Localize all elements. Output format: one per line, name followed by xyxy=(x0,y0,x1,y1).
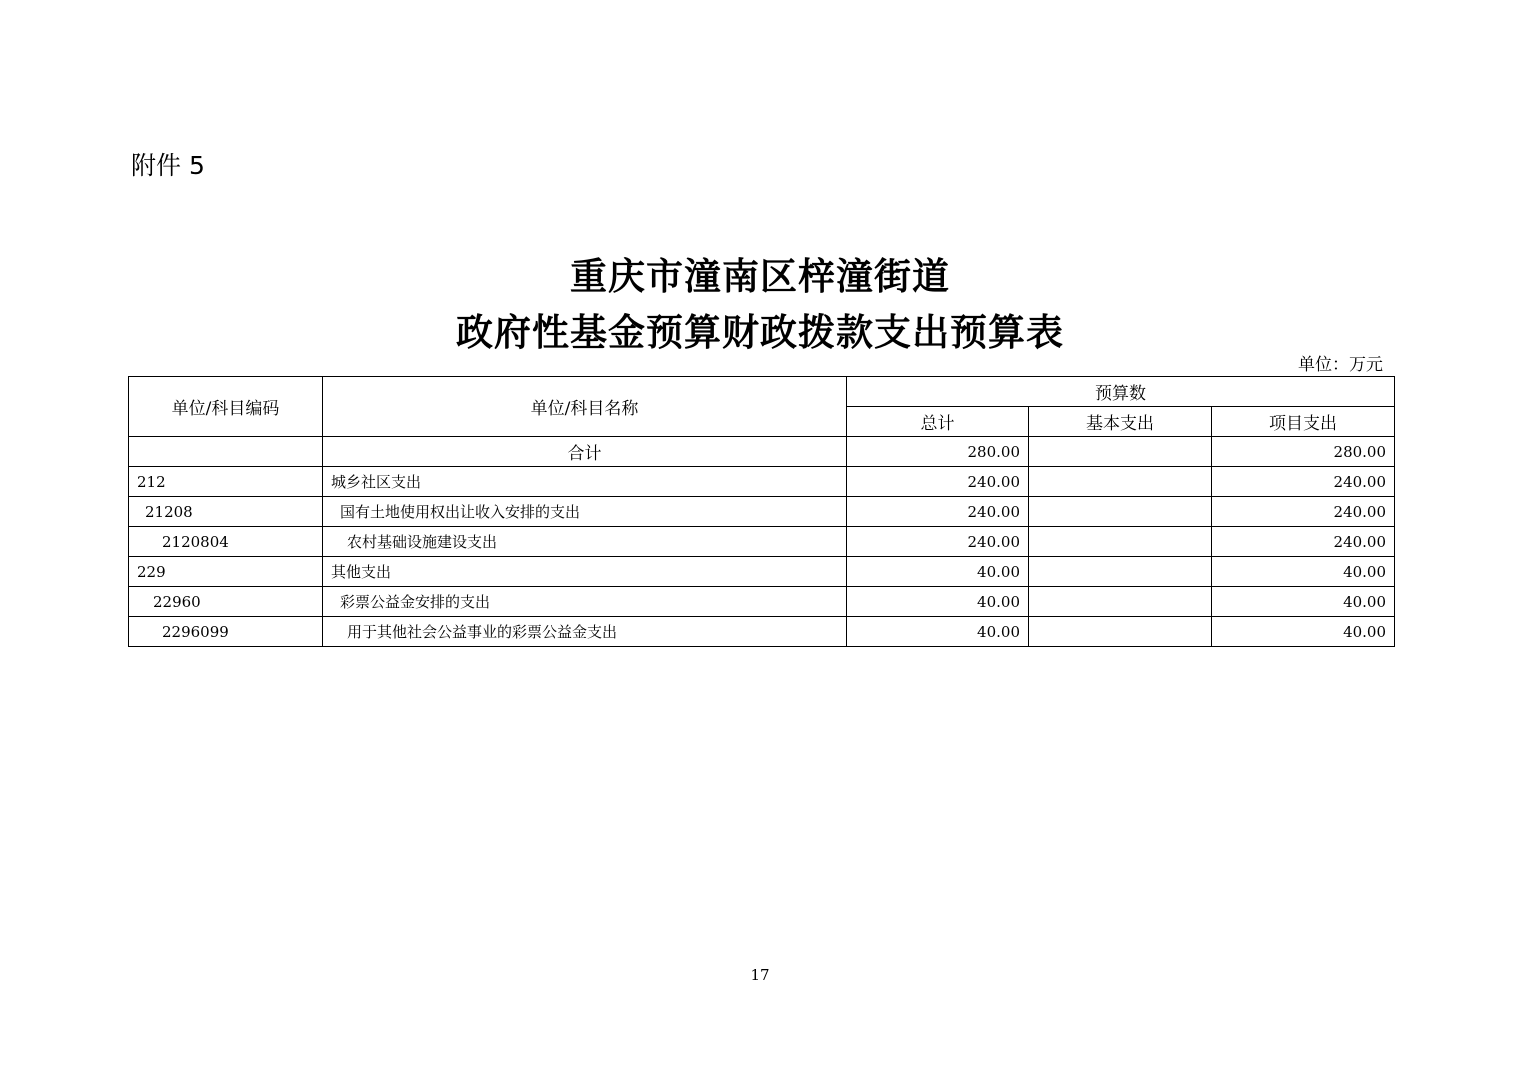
cell-basic xyxy=(1029,617,1212,647)
cell-code: 229 xyxy=(129,557,323,587)
cell-name: 合计 xyxy=(323,437,847,467)
cell-project: 240.00 xyxy=(1212,527,1395,557)
page-title-line1: 重庆市潼南区梓潼街道 xyxy=(570,254,950,298)
cell-basic xyxy=(1029,587,1212,617)
table-row xyxy=(129,527,1395,557)
table-row xyxy=(129,557,1395,587)
cell-project: 240.00 xyxy=(1212,497,1395,527)
cell-basic xyxy=(1029,527,1212,557)
cell-code: 2296099 xyxy=(129,617,323,647)
cell-total: 40.00 xyxy=(847,557,1029,587)
cell-project: 40.00 xyxy=(1212,587,1395,617)
cell-code: 212 xyxy=(129,467,323,497)
header-total: 总计 xyxy=(847,407,1029,437)
table-row xyxy=(129,497,1395,527)
header-basic: 基本支出 xyxy=(1029,407,1212,437)
cell-total: 40.00 xyxy=(847,617,1029,647)
table-row xyxy=(129,467,1395,497)
budget-table xyxy=(128,376,1395,647)
header-budget: 预算数 xyxy=(847,377,1395,407)
cell-name: 其他支出 xyxy=(323,557,847,587)
cell-project: 240.00 xyxy=(1212,467,1395,497)
cell-project: 40.00 xyxy=(1212,557,1395,587)
table-row-total xyxy=(129,437,1395,467)
cell-code: 22960 xyxy=(129,587,323,617)
cell-name: 国有土地使用权出让收入安排的支出 xyxy=(323,497,847,527)
cell-total: 280.00 xyxy=(847,437,1029,467)
table-row xyxy=(129,587,1395,617)
cell-project: 280.00 xyxy=(1212,437,1395,467)
cell-code xyxy=(129,437,323,467)
unit-label: 单位：万元 xyxy=(1298,355,1383,375)
cell-code: 21208 xyxy=(129,497,323,527)
cell-total: 240.00 xyxy=(847,467,1029,497)
page-title-line2: 政府性基金预算财政拨款支出预算表 xyxy=(456,310,1064,354)
cell-total: 240.00 xyxy=(847,497,1029,527)
cell-total: 240.00 xyxy=(847,527,1029,557)
attachment-label: 附件 5 xyxy=(131,151,205,180)
table-row xyxy=(129,617,1395,647)
cell-name: 城乡社区支出 xyxy=(323,467,847,497)
cell-code: 2120804 xyxy=(129,527,323,557)
cell-name: 农村基础设施建设支出 xyxy=(323,527,847,557)
cell-basic xyxy=(1029,437,1212,467)
page-number: 17 xyxy=(750,966,770,984)
cell-name: 彩票公益金安排的支出 xyxy=(323,587,847,617)
cell-basic xyxy=(1029,557,1212,587)
header-name: 单位/科目名称 xyxy=(323,377,847,437)
cell-name: 用于其他社会公益事业的彩票公益金支出 xyxy=(323,617,847,647)
cell-basic xyxy=(1029,497,1212,527)
cell-total: 40.00 xyxy=(847,587,1029,617)
cell-project: 40.00 xyxy=(1212,617,1395,647)
cell-basic xyxy=(1029,467,1212,497)
header-code: 单位/科目编码 xyxy=(129,377,323,437)
header-project: 项目支出 xyxy=(1212,407,1395,437)
